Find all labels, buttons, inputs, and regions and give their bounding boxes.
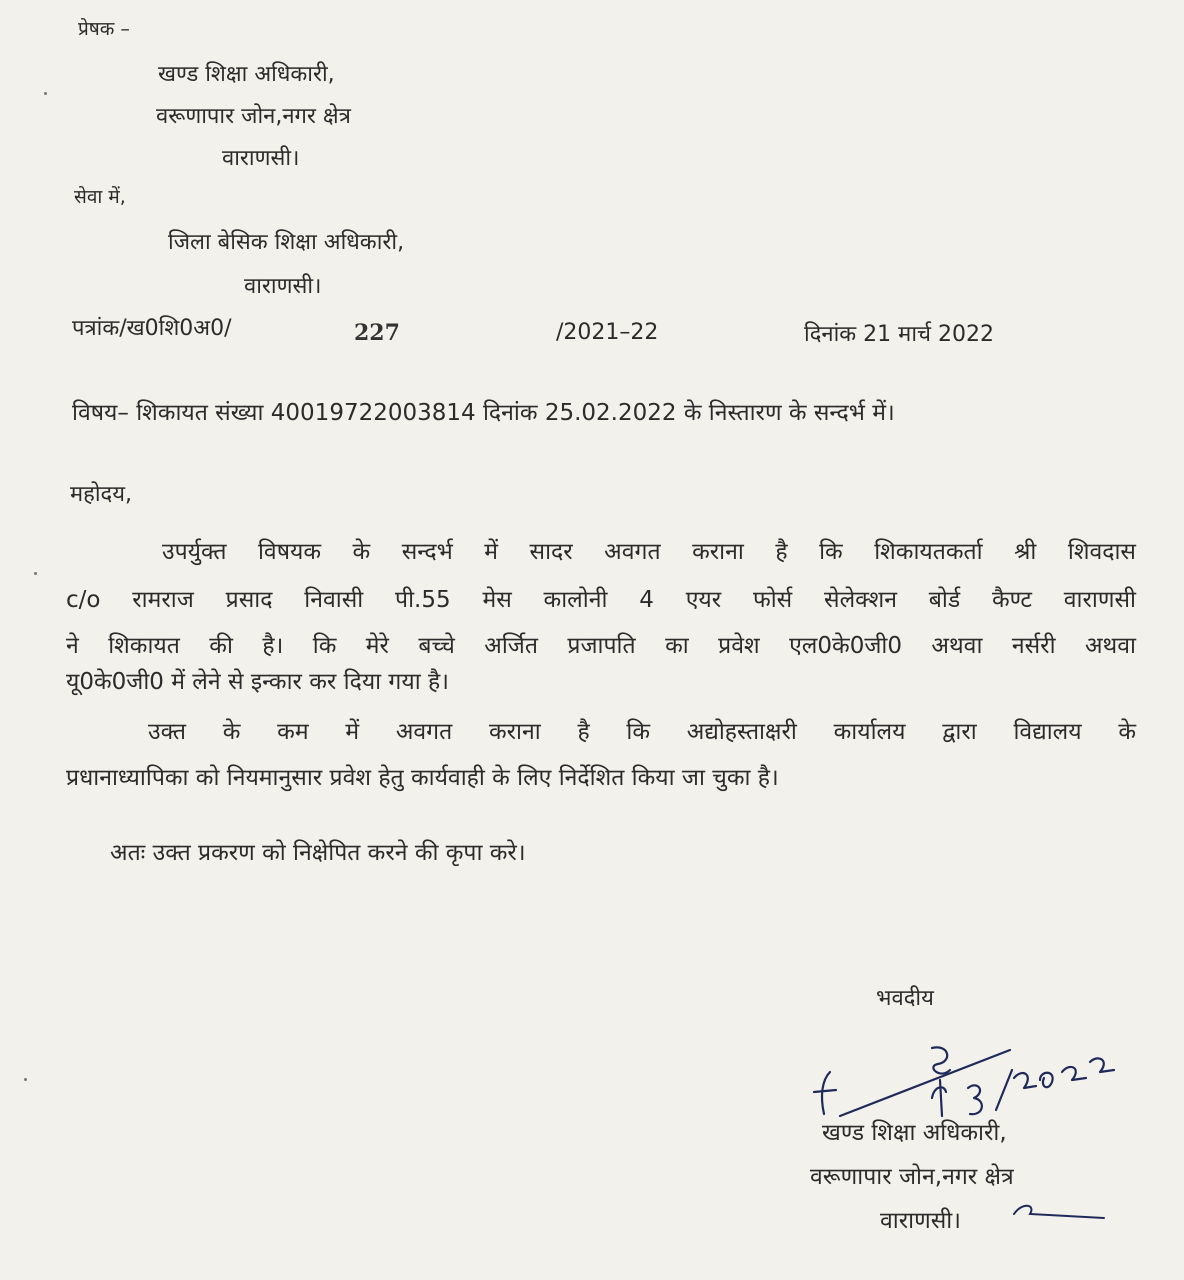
recipient-label: सेवा में, xyxy=(74,186,126,208)
paragraph2-line-2: प्रधानाध्यापिका को नियमानुसार प्रवेश हेतु कार्यवाही के लिए निर्देशित किया जा चुका है। xyxy=(66,765,779,791)
closing-request: अतः उक्त प्रकरण को निक्षेपित करने की कृपा करे। xyxy=(110,840,526,866)
salutation: महोदय, xyxy=(70,482,132,507)
letter-number: 227 xyxy=(354,320,400,346)
paragraph1-line-4: यू0के0जी0 में लेने से इन्कार कर दिया गया है। xyxy=(66,669,449,695)
scan-speck xyxy=(24,1078,27,1081)
recipient-line-1: जिला बेसिक शिक्षा अधिकारी, xyxy=(168,230,405,255)
paragraph2-line-1: उक्त के कम में अवगत कराना है कि अद्योहस्ताक्षरी कार्यालय द्वारा विद्यालय के xyxy=(148,719,1136,745)
letter-date: दिनांक 21 मार्च 2022 xyxy=(804,322,994,347)
signature-flourish xyxy=(1008,1196,1108,1226)
sender-line-2: वरूणापार जोन,नगर क्षेत्र xyxy=(156,104,351,129)
subject-line: विषय– शिकायत संख्या 40019722003814 दिनांक 25.02.2022 के निस्तारण के सन्दर्भ में। xyxy=(72,400,895,426)
signature-line-1: खण्ड शिक्षा अधिकारी, xyxy=(822,1120,1007,1146)
paragraph1-line-2: c/o रामराज प्रसाद निवासी पी.55 मेस कालोनी 4 एयर फोर्स सेलेक्शन बोर्ड कैण्ट वाराणसी xyxy=(66,587,1136,613)
signature-line-2: वरूणापार जोन,नगर क्षेत्र xyxy=(810,1164,1014,1190)
letter-number-label: पत्रांक/ख0शि0अ0/ xyxy=(72,316,232,341)
scan-speck xyxy=(34,572,37,575)
scan-speck xyxy=(44,92,47,95)
sender-line-1: खण्ड शिक्षा अधिकारी, xyxy=(158,62,335,87)
signature-line-3: वाराणसी। xyxy=(880,1208,961,1234)
sender-label: प्रेषक – xyxy=(78,18,130,40)
financial-year: /2021–22 xyxy=(556,320,659,345)
recipient-line-2: वाराणसी। xyxy=(244,274,322,299)
paragraph1-line-1: उपर्युक्त विषयक के सन्दर्भ में सादर अवगत कराना है कि शिकायतकर्ता श्री शिवदास xyxy=(162,539,1136,565)
sender-line-3: वाराणसी। xyxy=(222,146,300,171)
paragraph1-line-3: ने शिकायत की है। कि मेरे बच्चे अर्जित प्रजापति का प्रवेश एल0के0जी0 अथवा नर्सरी अथवा xyxy=(66,633,1136,659)
valediction: भवदीय xyxy=(876,986,934,1011)
